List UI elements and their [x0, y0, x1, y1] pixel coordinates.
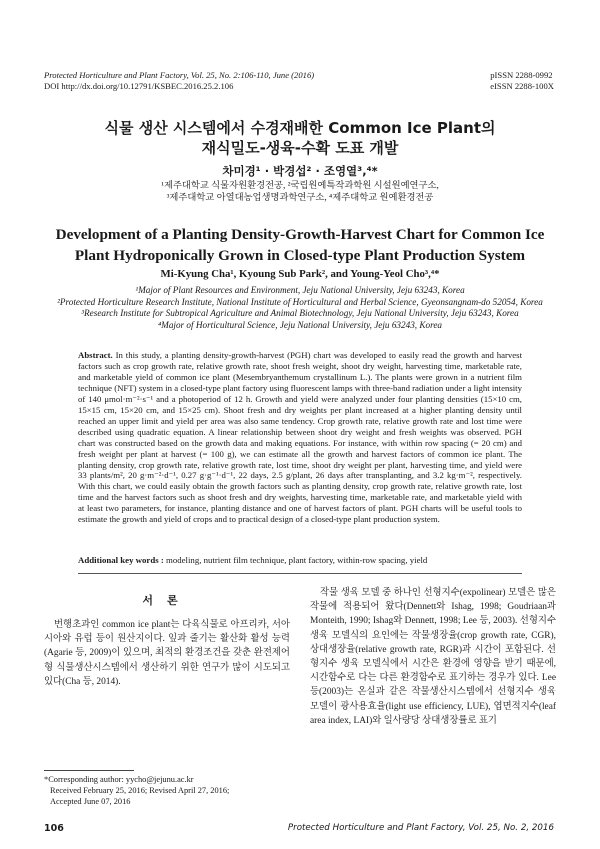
journal-citation: Protected Horticulture and Plant Factory, Vol. 25, No. 2:106-110, June (2016): [44, 70, 315, 80]
english-aff-line2: ²Protected Horticulture Research Institute, National Institute of Horticultural and Herbal Science, Gyeonsangnam-do 52054, Korea: [57, 296, 543, 307]
accepted-date: Accepted June 07, 2016: [50, 797, 131, 806]
korean-title-line1: 식물 생산 시스템에서 수경재배한 Common Ice Plant의: [104, 119, 496, 137]
abstract-label: Abstract.: [78, 350, 113, 360]
intro-right-column: [310, 586, 556, 728]
keywords-divider: [78, 573, 522, 574]
intro-left-column: [44, 592, 290, 689]
korean-aff-line2: ³제주대학교 아열대농업생명과학연구소, ⁴제주대학교 원예환경전공: [166, 193, 434, 203]
korean-affiliations: [0, 180, 600, 204]
english-affiliations: [0, 285, 600, 331]
footnote: [44, 774, 229, 807]
received-date: Received February 25, 2016; Revised April 27, 2016;: [50, 786, 230, 795]
keywords-text: modeling, nutrient film technique, plant factory, within-row spacing, yield: [166, 555, 428, 565]
english-aff-line3: ³Research Institute for Subtropical Agriculture and Animal Biotechnology, Jeju National University, Jeju 63243, Korea: [81, 308, 519, 319]
keywords-label: Additional key words :: [78, 555, 164, 565]
issn-block: [490, 70, 554, 92]
intro-left-text: 번행초과인 common ice plant는 다육식물로 아프리카, 서아시아와 유럽 등이 원산지이다. 잎과 줄기는 활산화 활성 능력(Agarie 등, 2009)이 있으며, 최적의 환경조건을 갖춘 완전제어형 식물생산시스템에서 생산하기 위한 연구가 많이 시도되고 있다(Cha 등, 2014).: [44, 620, 290, 687]
eissn: eISSN 2288-100X: [490, 81, 554, 91]
pissn: pISSN 2288-0992: [490, 70, 553, 80]
doi-line: DOI http://dx.doi.org/10.12791/KSBEC.2016.25.2.106: [44, 81, 234, 91]
keywords: [78, 555, 522, 565]
english-aff-line4: ⁴Major of Horticultural Science, Jeju National University, Jeju 63243, Korea: [157, 319, 443, 330]
english-title-line1: Development of a Planting Density-Growth-Harvest Chart for Common Ice: [55, 226, 545, 243]
journal-header: [44, 70, 314, 92]
section-heading: 서론: [142, 594, 192, 607]
english-authors: Mi-Kyung Cha¹, Kyoung Sub Park², and Young-Yeol Cho³,⁴*: [160, 268, 440, 280]
page-number: 106: [44, 823, 64, 834]
footer-journal: Protected Horticulture and Plant Factory, Vol. 25, No. 2, 2016: [287, 823, 554, 833]
intro-right-text: 작물 생육 모델 중 하나인 선형지수(expolinear) 모델은 많은 작물에 적용되어 왔다(Dennett와 Ishag, 1998; Goudriaan과 Monteith, 1990; Ishag와 Dennett, 1998; Lee 등, 2003). 선형지수 생육 모델식의 요인에는 작물생장율(crop growth rate, CGR), 상대생장율(relative growth rate, RGR)과 시간이 포함된다. 선형지수 생육 모델식에서 시간은 환경에 영향을 받기 때문에, 시간함수로 다는 다른 환경함수로 표기하는 경우가 있다. Lee 등(2003)는 온실과 같은 작물생산시스템에서 선형지수 생육 모델이 광사용효율(light use efficiency, LUE), 엽면적지수(leaf area index, LAI)와 일사량당 상대생장률로 표기: [310, 588, 556, 726]
english-title: [0, 224, 600, 266]
korean-authors: 차미경¹ · 박경섭² · 조영열³,⁴*: [222, 164, 378, 178]
english-title-line2: Plant Hydroponically Grown in Closed-type Plant Production System: [74, 247, 526, 264]
korean-title-line2: 재식밀도-생육-수확 도표 개발: [201, 139, 399, 157]
korean-title: [0, 118, 600, 158]
corresponding-author: *Corresponding author: yycho@jejunu.ac.kr: [44, 775, 194, 784]
korean-aff-line1: ¹제주대학교 식물자원환경전공, ²국립원예특작과학원 시설원예연구소,: [161, 181, 439, 191]
english-aff-line1: ¹Major of Plant Resources and Environment, Jeju National University, Jeju 63243, Korea: [135, 285, 465, 295]
footnote-divider: [44, 770, 134, 771]
abstract: [78, 350, 522, 525]
abstract-text: In this study, a planting density-growth-harvest (PGH) chart was developed to easily read the growth and harvest factors such as crop growth rate, relative growth rate, shoot fresh weight, shoot dry weight, harvesting time, marketable rate, and marketable yield of common ice plant (Mesembryanthemum crystallinum L.). The plants were grown in a nutrient film technique (NFT) system in a closed-type plant factory using fluorescent lamps with three-band radiation under a light intensity of 140 μmol·m⁻²·s⁻¹ and a photoperiod of 12 h. Growth and yield were analyzed under four planting densities (15×10 cm, 15×15 cm, 15×20 cm, and 15×25 cm). Shoot fresh and dry weights per plant increased at a higher planting density until reached an upper limit and yield per area was also same tendency. Crop growth rate, relative growth rate and lost time were described using quadratic equation. A linear relationship between shoot dry weight and fresh weights was observed. PGH chart was constructed based on the growth data and making equations. For instance, with within row spacing (= 20 cm) and fresh weight per plant at harvest (= 100 g), we can estimate all the growth and harvest factors of common ice plant. The planting density, crop growth rate, relative growth rate, lost time, shoot dry weight per plant, harvesting time, and yield were 33 plants/m², 20 g·m⁻²·d⁻¹, 0.27 g·g⁻¹·d⁻¹, 22 days, 2.5 g/plant, 26 days after transplanting, and 3.2 kg·m⁻², respectively. With this chart, we could easily obtain the growth factors such as planting density, crop growth rate, relative growth rate, lost time and the harvest factors such as shoot fresh and dry weights, harvesting time, marketable rate, and marketable yield with at least two parameters, for instance, planting distance and one of harvest factors of plant. PGH charts will be useful tools to estimate the growth and yield of crops and to practical design of a closed-type plant production system.: [78, 350, 522, 525]
